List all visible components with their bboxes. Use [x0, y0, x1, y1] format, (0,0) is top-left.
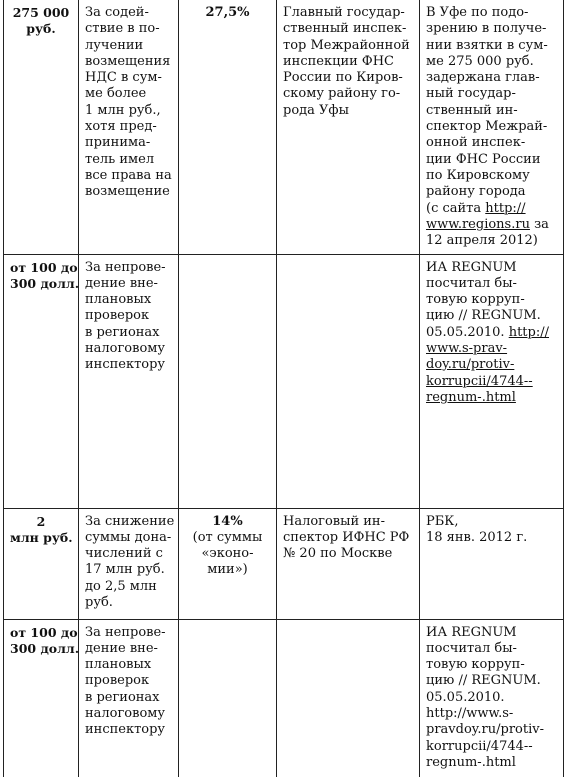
reason-line: плановых — [85, 657, 152, 673]
source-line: посчитал бы- — [426, 275, 517, 291]
amount-line: 300 долл. — [10, 640, 80, 656]
official-line: инспекции ФНС — [283, 53, 394, 69]
source-line: нии взятки в сум- — [426, 37, 548, 53]
source-cell — [420, 254, 564, 508]
amount-line: 275 000 — [12, 5, 70, 20]
source-line: задержана глав- — [426, 70, 540, 86]
reason-line: дение вне- — [85, 640, 158, 656]
reason-line: возмещения — [85, 53, 171, 69]
source-line: товую корруп- — [426, 292, 525, 308]
table-body — [4, 0, 564, 777]
reason-line: в регионах — [85, 324, 160, 340]
percent-line: 14% — [212, 513, 243, 529]
source-line: korrupcii/4744-- — [426, 738, 533, 754]
reason-cell — [79, 619, 179, 777]
source-line: онной инспек- — [426, 135, 526, 151]
reason-line: дение вне- — [85, 275, 158, 291]
reason-line: хотя пред- — [85, 119, 157, 135]
percent-cell — [179, 619, 277, 777]
official-cell — [277, 254, 420, 508]
percent-line: «эконо- — [201, 546, 254, 562]
source-link[interactable]: http:// — [508, 324, 549, 340]
source-line — [426, 341, 557, 357]
official-line: Налоговый ин- — [283, 513, 385, 529]
reason-line: плановых — [85, 292, 152, 308]
source-link[interactable]: www.regions.ru — [426, 216, 530, 232]
source-cell — [420, 619, 564, 777]
source-line: В Уфе по подо- — [426, 5, 529, 20]
source-link[interactable]: doy.ru/protiv- — [426, 357, 515, 373]
table-row — [4, 619, 564, 777]
reason-line: тель имел — [85, 151, 155, 167]
reason-cell — [79, 0, 179, 254]
bribe-amount-cell — [4, 0, 79, 254]
source-line — [426, 374, 557, 390]
source-line: www.regions.ru за — [426, 216, 549, 232]
source-line: цию // REGNUM. — [426, 308, 541, 324]
reason-cell — [79, 254, 179, 508]
reason-line: проверок — [85, 673, 150, 689]
source-line: http://www.s- — [426, 705, 514, 721]
bribe-amount-cell — [4, 619, 79, 777]
source-line: РБК, — [426, 513, 459, 529]
source-link[interactable]: http:// — [485, 200, 526, 216]
source-line: pravdoy.ru/protiv- — [426, 722, 544, 738]
amount-line: 300 долл. — [10, 275, 80, 291]
official-cell — [277, 619, 420, 777]
source-link[interactable]: korrupcii/4744-- — [426, 373, 533, 389]
reason-line: инспектору — [85, 722, 166, 738]
reason-line: За непрове- — [85, 259, 166, 275]
official-line: рода Уфы — [283, 102, 349, 118]
reason-line: За снижение — [85, 513, 175, 529]
reason-line: За непрове- — [85, 624, 166, 640]
reason-line: принима- — [85, 135, 151, 151]
source-line: (с сайта http:// — [426, 200, 526, 216]
source-line: спектор Межрай- — [426, 119, 548, 135]
source-line: 18 янв. 2012 г. — [426, 529, 528, 545]
bribery-cases-table — [3, 0, 564, 777]
reason-line: лучении — [85, 37, 144, 53]
source-cell — [420, 508, 564, 619]
reason-line: числений с — [85, 546, 163, 562]
source-line: ный государ- — [426, 86, 516, 102]
official-line: тор Межрайонной — [283, 37, 410, 53]
source-link[interactable]: regnum-.html — [426, 389, 516, 405]
source-line — [426, 390, 557, 406]
table-row — [4, 254, 564, 508]
percent-line: 27,5% — [205, 5, 250, 20]
official-line: скому району го- — [283, 86, 401, 102]
source-line: зрению в получе- — [426, 21, 547, 37]
amount-line: руб. — [26, 21, 56, 37]
reason-line: инспектору — [85, 357, 166, 373]
official-cell — [277, 508, 420, 619]
source-line: 12 апреля 2012) — [426, 233, 538, 249]
source-line: ме 275 000 руб. — [426, 53, 534, 69]
reason-line: НДС в сум- — [85, 70, 162, 86]
reason-line: в регионах — [85, 689, 160, 705]
percent-line: (от суммы — [192, 529, 263, 545]
source-line: 05.05.2010. http:// — [426, 324, 549, 340]
reason-line: до 2,5 млн — [85, 578, 157, 594]
source-line — [426, 357, 557, 373]
bribe-amount-cell — [4, 254, 79, 508]
amount-line: 2 — [36, 513, 46, 529]
percent-cell — [179, 508, 277, 619]
reason-line: возмещение — [85, 184, 170, 200]
bribe-amount-cell — [4, 508, 79, 619]
source-line: ИА REGNUM — [426, 624, 517, 640]
reason-line: налоговому — [85, 705, 166, 721]
reason-line: проверок — [85, 308, 150, 324]
reason-line: ствие в по- — [85, 21, 160, 37]
amount-line: от 100 до — [10, 259, 78, 275]
source-link[interactable]: www.s-prav- — [426, 340, 508, 356]
reason-line: За содей- — [85, 5, 149, 20]
source-line: 05.05.2010. — [426, 689, 505, 705]
reason-line: руб. — [85, 594, 113, 610]
source-line: regnum-.html — [426, 754, 516, 770]
source-line: ИА REGNUM — [426, 259, 517, 275]
source-line: товую корруп- — [426, 657, 525, 673]
source-line: ции ФНС России — [426, 151, 541, 167]
source-line: по Кировскому — [426, 167, 530, 183]
reason-line: 1 млн руб., — [85, 102, 161, 118]
percent-cell — [179, 0, 277, 254]
reason-line: все права на — [85, 167, 172, 183]
official-line: ственный инспек- — [283, 21, 407, 37]
source-line: цию // REGNUM. — [426, 673, 541, 689]
percent-cell — [179, 254, 277, 508]
official-line: Главный государ- — [283, 5, 405, 20]
official-line: России по Киров- — [283, 70, 403, 86]
table-row — [4, 0, 564, 254]
source-line: посчитал бы- — [426, 640, 517, 656]
official-line: № 20 по Москве — [283, 546, 393, 562]
amount-line: млн руб. — [10, 529, 73, 545]
official-cell — [277, 0, 420, 254]
reason-line: суммы дона- — [85, 529, 172, 545]
source-line: району города — [426, 184, 526, 200]
source-line: ственный ин- — [426, 102, 518, 118]
reason-cell — [79, 508, 179, 619]
official-line: спектор ИФНС РФ — [283, 529, 410, 545]
percent-line: мии») — [207, 562, 248, 578]
reason-line: 17 млн руб. — [85, 562, 165, 578]
reason-line: налоговому — [85, 340, 166, 356]
amount-line: от 100 до — [10, 624, 78, 640]
table-row — [4, 508, 564, 619]
source-cell — [420, 0, 564, 254]
reason-line: ме более — [85, 86, 147, 102]
